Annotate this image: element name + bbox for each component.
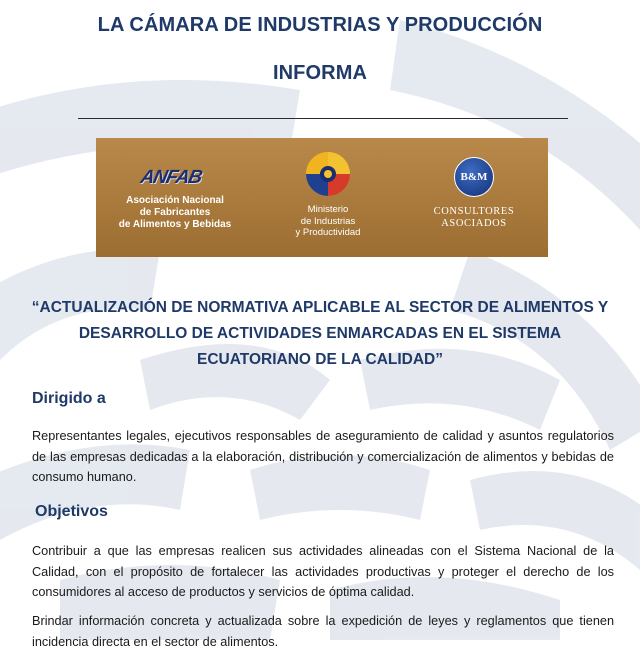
title-divider <box>78 118 568 119</box>
objetivos-paragraph-2: Brindar información concreta y actualizada sobre la expedición de leyes y reglamentos que tienen incidencia directa en el sector de alimentos. <box>32 614 614 649</box>
anfab-logo: ANFAB <box>138 167 204 188</box>
bm-caption: CONSULTORES ASOCIADOS <box>433 206 515 229</box>
bm-logo: B&M <box>454 157 494 197</box>
ministry-emblem-icon <box>304 150 352 198</box>
document-title: LA CÁMARA DE INDUSTRIAS Y PRODUCCIÓN <box>97 14 543 36</box>
objetivos-paragraph-1: Contribuir a que las empresas realicen sus actividades alineadas con el Sistema Nacional de la Calidad, con el propósito de fortalecer las actividades productivas y proteger el derecho de los consumidores al acceso de productos y servicios de óptima calidad. <box>32 544 614 599</box>
event-subject: “ACTUALIZACIÓN DE NORMATIVA APLICABLE AL SECTOR DE ALIMENTOS Y DESARROLLO DE ACTIVIDADES ENMARCADAS EN EL SISTEMA ECUATORIANO DE LA CALIDAD” <box>31 299 609 368</box>
anfab-caption: Asociación Nacional de Fabricantes de Alimentos y Bebidas <box>118 195 232 230</box>
section-heading-objetivos: Objetivos <box>35 503 108 520</box>
dirigido-paragraph: Representantes legales, ejecutivos responsables de aseguramiento de calidad y asuntos regulatorios de las empresas dedicadas a la elaboración, distribución y comercialización de alimentos y bebidas de consumo humano. <box>32 429 614 484</box>
section-heading-dirigido: Dirigido a <box>32 390 106 407</box>
ministry-caption: Ministerio de Industrias y Productividad <box>295 204 361 238</box>
document-subtitle: INFORMA <box>272 62 368 84</box>
sponsor-banner <box>96 138 548 257</box>
